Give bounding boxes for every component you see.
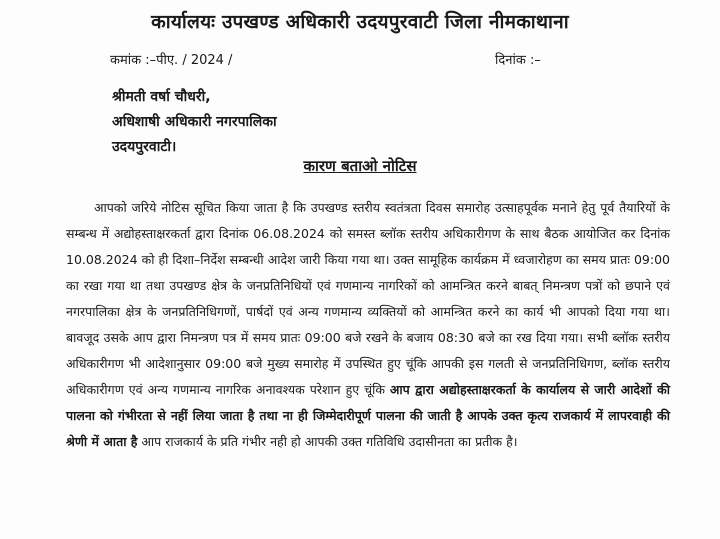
addressee-block	[112, 85, 277, 160]
reference-number: कमांक :–पीए. / 2024 /	[110, 53, 233, 68]
body-text-part1: आपको जरिये नोटिस सूचित किया जाता है कि उपखण्ड स्तरीय स्वतंत्रता दिवस समारोह उत्साहपूर्वक मनाने हेतु पूर्व तैयारियों के सम्बन्ध में अद्योहस्ताक्षरकर्ता द्वारा दिनांक 06.08.2024 को समस्त ब्लॉक स्तरीय अधिकारीगण के साथ बैठक आयोजित कर दिनांक 10.08.2024 को ही दिशा–निर्देश सम्बन्धी आदेश जारी किया गया था। उक्त सामूहिक कार्यक्रम में ध्वजारोहण का समय प्रातः 09:00 का रखा गया था तथा उपखण्ड क्षेत्र के जनप्रतिनिधियों एवं गणमान्य नागरिकों को आमन्त्रित करने बाबत् निमन्त्रण पत्रों को छपाने एवं नगरपालिका क्षेत्र के जनप्रतिनिधिगणों, पार्षदों एवं अन्य गणमान्य व्यक्तियों को आमन्त्रित करने का कार्य भी आपको दिया गया था। बावजूद उसके आप द्वारा निमन्त्रण पत्र में समय प्रातः 09:00 बजे रखने के बजाय 08:30 बजे का रख दिया गया। सभी ब्लॉक स्तरीय अधिकारीगण भी आदेशानुसार 09:00 बजे मुख्य समारोह में उपस्थित हुए चूंकि आपकी इस गलती से जनप्रतिनिधिगण, ब्लॉक स्तरीय अधिकारीगण एवं अन्य गणमान्य नागरिक अनावश्यक परेशान हुए चूंकि	[66, 199, 670, 398]
body-text-bold: आप द्वारा अद्योहस्ताक्षरकर्ता के कार्यालय से जारी आदेशों की पालना को गंभीरता से नहीं लिया जाता है तथा ना ही जिम्मेदारीपूर्ण पालना की जाती है आपके उक्त कृत्य राजकार्य में लापरवाही की श्रेणी में आता है	[66, 382, 670, 450]
reference-row	[110, 50, 590, 68]
subject-heading: कारण बताओ नोटिस	[303, 157, 417, 175]
office-title: कार्यालयः उपखण्ड अधिकारी उदयपुरवाटी जिला नीमकाथाना	[151, 11, 569, 33]
reference-date: दिनांक :–	[495, 53, 541, 68]
addressee-name: श्रीमती वर्षा चौधरी,	[112, 89, 211, 105]
addressee-place: उदयपुरवाटी।	[112, 139, 177, 155]
notice-body	[66, 195, 670, 456]
addressee-designation: अधिशाषी अधिकारी नगरपालिका	[112, 114, 277, 130]
body-text-part2: आप राजकार्य के प्रति गंभीर नही हो आपकी उक्त गतिविधि उदासीनता का प्रतीक है।	[137, 434, 518, 450]
